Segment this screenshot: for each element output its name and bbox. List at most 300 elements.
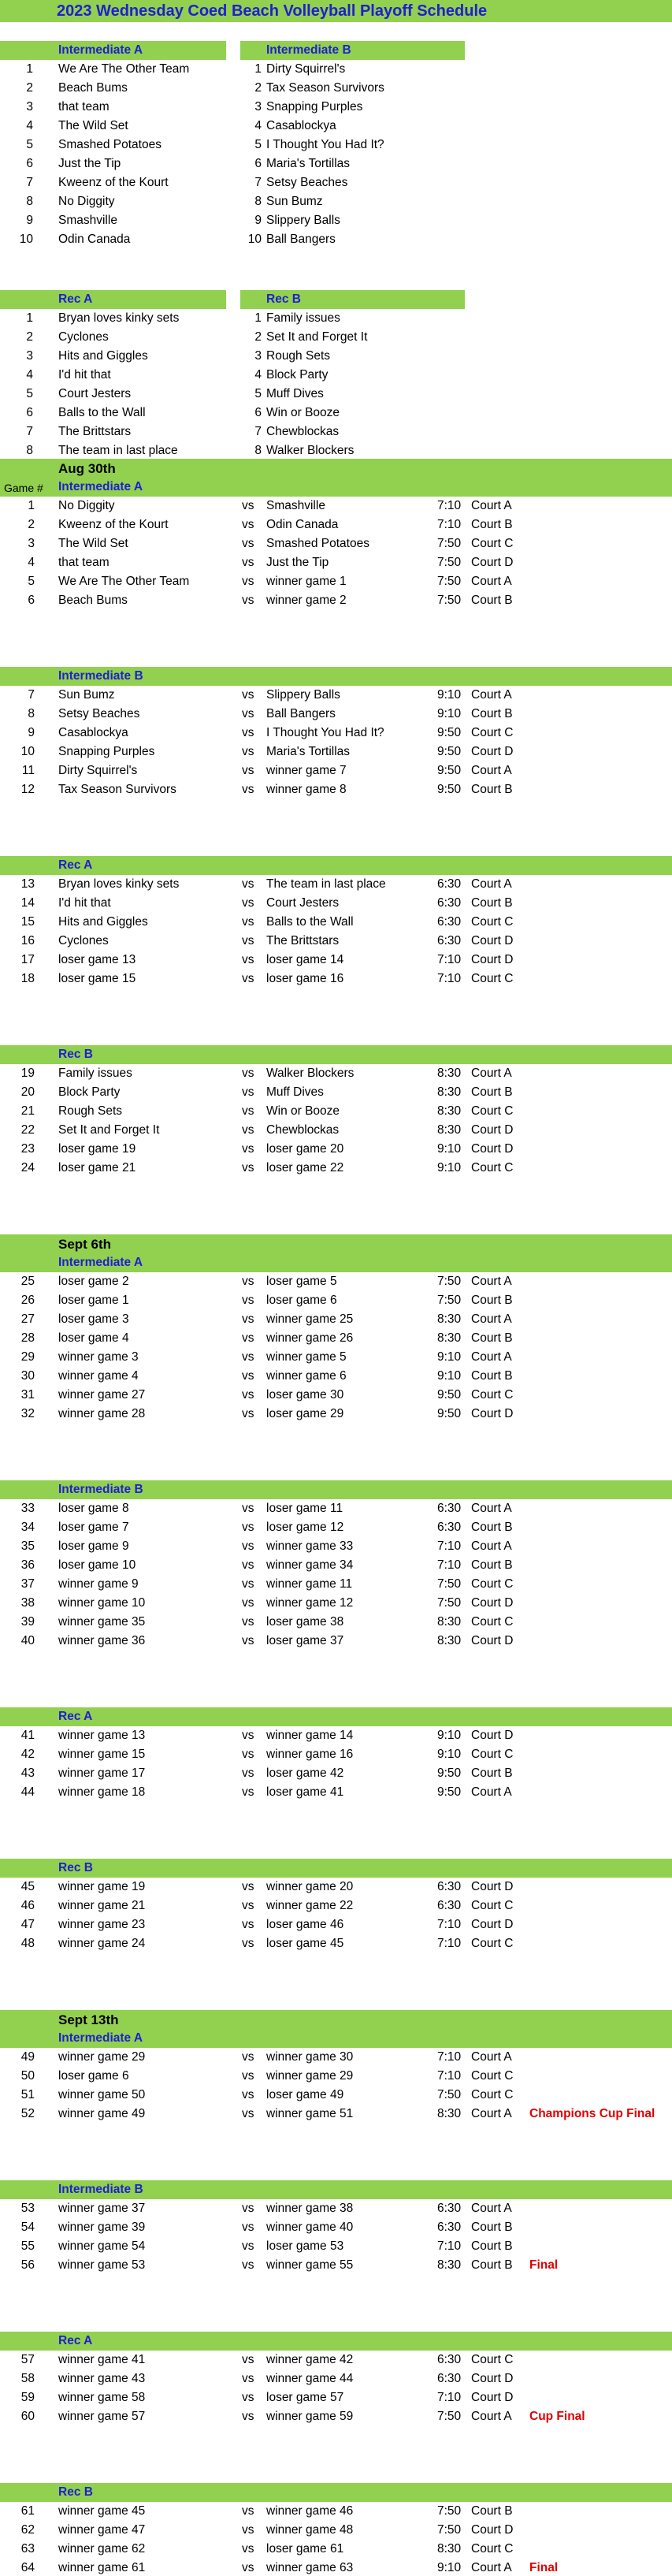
- game-time: 6:30: [437, 1502, 462, 1515]
- court-name: Court B: [471, 707, 513, 720]
- team-away: loser game 30: [266, 1388, 344, 1402]
- team-home: winner game 45: [58, 2504, 146, 2518]
- team-away: winner game 20: [266, 1880, 354, 1893]
- team-name: Just the Tip: [58, 157, 121, 170]
- team-away: winner game 48: [266, 2523, 354, 2537]
- division-name: Intermediate B: [58, 669, 143, 683]
- team-name: Smashed Potatoes: [58, 138, 162, 151]
- team-away: winner game 51: [266, 2107, 354, 2120]
- team-home: winner game 43: [58, 2372, 146, 2385]
- game-time: 9:10: [437, 1748, 462, 1761]
- vs-label: vs: [242, 1785, 254, 1799]
- vs-label: vs: [242, 707, 254, 720]
- team-home: Snapping Purples: [58, 745, 155, 758]
- vs-label: vs: [242, 953, 254, 966]
- vs-label: vs: [242, 783, 254, 796]
- team-name: Hits and Giggles: [58, 349, 148, 363]
- game-time: 7:50: [437, 575, 462, 588]
- seed-number: 7: [254, 176, 262, 189]
- game-number: 52: [20, 2107, 35, 2120]
- vs-label: vs: [242, 1085, 254, 1099]
- game-time: 6:30: [437, 1521, 462, 1534]
- game-number: 26: [20, 1294, 35, 1307]
- team-away: Just the Tip: [266, 556, 329, 569]
- game-number: 18: [20, 972, 35, 985]
- team-away: Ball Bangers: [266, 707, 336, 720]
- team-home: Kweenz of the Kourt: [58, 518, 169, 531]
- division-name: Rec A: [58, 1710, 93, 1723]
- game-number: 3: [28, 537, 35, 550]
- court-name: Court D: [471, 953, 514, 966]
- division-name: Rec A: [58, 858, 93, 872]
- seed-number: 5: [26, 138, 33, 151]
- week-date: Sept 13th: [58, 2012, 119, 2027]
- vs-label: vs: [242, 1577, 254, 1591]
- game-number: 45: [20, 1880, 35, 1893]
- seed-number: 4: [254, 119, 262, 132]
- game-time: 7:10: [437, 1918, 462, 1931]
- vs-label: vs: [242, 1312, 254, 1326]
- division-name: Intermediate B: [266, 43, 351, 57]
- team-home: Rough Sets: [58, 1104, 122, 1118]
- team-away: Slippery Balls: [266, 688, 340, 702]
- team-home: winner game 36: [58, 1634, 146, 1647]
- vs-label: vs: [242, 1615, 254, 1629]
- team-home: loser game 6: [58, 2069, 129, 2083]
- team-name: Muff Dives: [266, 387, 324, 400]
- team-name: Setsy Beaches: [266, 176, 348, 189]
- team-home: winner game 47: [58, 2523, 146, 2537]
- seed-number: 10: [247, 233, 262, 246]
- division-name: Intermediate B: [58, 1483, 143, 1496]
- team-home: Set It and Forget It: [58, 1123, 160, 1137]
- game-number: 13: [20, 877, 35, 891]
- vs-label: vs: [242, 1880, 254, 1893]
- game-time: 6:30: [437, 2372, 462, 2385]
- final-label: Cup Final: [529, 2410, 585, 2423]
- team-name: Dirty Squirrel's: [266, 62, 346, 76]
- team-away: loser game 42: [266, 1766, 344, 1780]
- vs-label: vs: [242, 1729, 254, 1742]
- team-name: Ball Bangers: [266, 233, 336, 246]
- team-away: winner game 22: [266, 1899, 354, 1912]
- team-away: loser game 20: [266, 1142, 344, 1156]
- team-name: Family issues: [266, 311, 340, 325]
- game-time: 9:50: [437, 745, 462, 758]
- game-time: 9:10: [437, 1729, 462, 1742]
- vs-label: vs: [242, 915, 254, 929]
- game-time: 9:50: [437, 726, 462, 739]
- team-away: loser game 49: [266, 2088, 344, 2101]
- team-name: Court Jesters: [58, 387, 132, 400]
- vs-label: vs: [242, 972, 254, 985]
- game-number: 1: [28, 499, 35, 512]
- team-home: No Diggity: [58, 499, 115, 512]
- game-number: 16: [20, 934, 35, 947]
- team-name: Smashville: [58, 214, 117, 227]
- game-number: 62: [20, 2523, 35, 2537]
- team-away: winner game 12: [266, 1596, 354, 1610]
- vs-label: vs: [242, 1539, 254, 1553]
- team-away: winner game 6: [266, 1369, 347, 1383]
- game-number: 56: [20, 2258, 35, 2272]
- seed-number: 6: [26, 406, 33, 419]
- team-home: winner game 19: [58, 1880, 146, 1893]
- vs-label: vs: [242, 2069, 254, 2083]
- vs-label: vs: [242, 2372, 254, 2385]
- court-name: Court A: [471, 1785, 512, 1799]
- team-away: loser game 46: [266, 1918, 344, 1931]
- court-name: Court D: [471, 1918, 514, 1931]
- team-home: winner game 50: [58, 2088, 146, 2101]
- game-number: 63: [20, 2542, 35, 2556]
- vs-label: vs: [242, 1275, 254, 1288]
- seed-number: 5: [26, 387, 33, 400]
- division-name: Intermediate A: [58, 2031, 143, 2045]
- division-name: Rec A: [58, 2334, 93, 2347]
- team-away: Odin Canada: [266, 518, 339, 531]
- game-number: 64: [20, 2561, 35, 2574]
- team-home: winner game 27: [58, 1388, 146, 1402]
- team-away: loser game 5: [266, 1275, 337, 1288]
- team-away: winner game 63: [266, 2561, 354, 2574]
- division-name: Rec B: [58, 2485, 93, 2499]
- team-name: We Are The Other Team: [58, 62, 190, 76]
- team-home: winner game 24: [58, 1937, 146, 1950]
- team-home: that team: [58, 556, 110, 569]
- game-time: 6:30: [437, 915, 462, 929]
- game-number: 50: [20, 2069, 35, 2083]
- team-away: winner game 38: [266, 2202, 354, 2215]
- vs-label: vs: [242, 1502, 254, 1515]
- team-home: Cyclones: [58, 934, 109, 947]
- division-name: Intermediate B: [58, 2183, 143, 2196]
- game-number: 49: [20, 2050, 35, 2064]
- team-away: Chewblockas: [266, 1123, 340, 1137]
- vs-label: vs: [242, 1294, 254, 1307]
- seed-number: 5: [254, 138, 262, 151]
- seed-number: 9: [26, 214, 33, 227]
- game-number: 42: [20, 1748, 35, 1761]
- court-name: Court C: [471, 972, 514, 985]
- team-name: Odin Canada: [58, 233, 131, 246]
- game-time: 9:10: [437, 1369, 462, 1383]
- division-name: Intermediate A: [58, 43, 143, 57]
- vs-label: vs: [242, 1104, 254, 1118]
- vs-label: vs: [242, 2561, 254, 2574]
- game-time: 7:10: [437, 1539, 462, 1553]
- team-home: winner game 18: [58, 1785, 146, 1799]
- team-home: The Wild Set: [58, 537, 128, 550]
- team-away: loser game 57: [266, 2391, 344, 2404]
- game-number: 11: [21, 764, 35, 777]
- vs-label: vs: [242, 1331, 254, 1345]
- game-time: 8:30: [437, 2107, 462, 2120]
- game-time: 9:50: [437, 1388, 462, 1402]
- seed-number: 4: [26, 368, 33, 382]
- team-name: Tax Season Survivors: [266, 81, 384, 95]
- game-number: 51: [20, 2088, 35, 2101]
- game-time: 8:30: [437, 1634, 462, 1647]
- team-away: Smashville: [266, 499, 325, 512]
- court-name: Court C: [471, 2069, 514, 2083]
- team-away: winner game 59: [266, 2410, 354, 2423]
- game-number: 55: [20, 2239, 35, 2253]
- vs-label: vs: [242, 1558, 254, 1572]
- game-time: 6:30: [437, 934, 462, 947]
- game-time: 7:50: [437, 1275, 462, 1288]
- vs-label: vs: [242, 1142, 254, 1156]
- team-name: The Brittstars: [58, 425, 132, 438]
- team-home: Casablockya: [58, 726, 128, 739]
- court-name: Court D: [471, 1407, 514, 1420]
- team-home: winner game 54: [58, 2239, 146, 2253]
- team-away: loser game 29: [266, 1407, 344, 1420]
- game-number: 39: [20, 1615, 35, 1629]
- team-home: winner game 23: [58, 1918, 146, 1931]
- team-home: We Are The Other Team: [58, 575, 190, 588]
- game-time: 6:30: [437, 1899, 462, 1912]
- vs-label: vs: [242, 2410, 254, 2423]
- seed-number: 8: [26, 195, 33, 208]
- seed-number: 6: [254, 157, 262, 170]
- game-number: 23: [20, 1142, 35, 1156]
- game-time: 7:50: [437, 2504, 462, 2518]
- standings-header-left: [0, 290, 226, 309]
- game-number: 40: [20, 1634, 35, 1647]
- court-name: Court A: [471, 877, 512, 891]
- game-number: 12: [20, 783, 35, 796]
- team-home: loser game 9: [58, 1539, 129, 1553]
- game-time: 8:30: [437, 1085, 462, 1099]
- game-number: 32: [20, 1407, 35, 1420]
- game-number: 6: [28, 594, 35, 607]
- team-away: winner game 44: [266, 2372, 354, 2385]
- vs-label: vs: [242, 2088, 254, 2101]
- team-home: Setsy Beaches: [58, 707, 140, 720]
- court-name: Court C: [471, 1161, 514, 1174]
- team-name: Beach Bums: [58, 81, 128, 95]
- seed-number: 3: [26, 349, 33, 363]
- game-number: 22: [20, 1123, 35, 1137]
- court-name: Court B: [471, 783, 513, 796]
- team-name: Casablockya: [266, 119, 336, 132]
- team-away: loser game 16: [266, 972, 344, 985]
- division-name: Intermediate A: [58, 480, 143, 493]
- team-home: Dirty Squirrel's: [58, 764, 138, 777]
- division-header: [0, 1045, 672, 1064]
- court-name: Court A: [471, 764, 512, 777]
- team-name: The Wild Set: [58, 119, 128, 132]
- team-name: I Thought You Had It?: [266, 138, 384, 151]
- team-home: loser game 19: [58, 1142, 136, 1156]
- game-time: 8:30: [437, 2542, 462, 2556]
- team-name: Win or Booze: [266, 406, 340, 419]
- game-time: 7:10: [437, 2239, 462, 2253]
- vs-label: vs: [242, 2239, 254, 2253]
- game-number: 59: [20, 2391, 35, 2404]
- game-time: 7:10: [437, 2050, 462, 2064]
- game-time: 9:10: [437, 1350, 462, 1364]
- team-home: winner game 13: [58, 1729, 146, 1742]
- team-away: winner game 1: [266, 575, 347, 588]
- seed-number: 4: [254, 368, 262, 382]
- vs-label: vs: [242, 2107, 254, 2120]
- seed-number: 9: [254, 214, 262, 227]
- team-home: winner game 10: [58, 1596, 146, 1610]
- seed-number: 3: [254, 100, 262, 114]
- vs-label: vs: [242, 745, 254, 758]
- game-number: 2: [28, 518, 35, 531]
- court-name: Court C: [471, 537, 514, 550]
- seed-number: 2: [254, 81, 262, 95]
- game-time: 6:30: [437, 1880, 462, 1893]
- game-time: 9:10: [437, 707, 462, 720]
- game-number: 37: [20, 1577, 35, 1591]
- court-name: Court D: [471, 1596, 514, 1610]
- vs-label: vs: [242, 2202, 254, 2215]
- vs-label: vs: [242, 575, 254, 588]
- game-time: 6:30: [437, 2353, 462, 2366]
- team-home: winner game 53: [58, 2258, 146, 2272]
- team-away: loser game 22: [266, 1161, 344, 1174]
- team-home: winner game 3: [58, 1350, 139, 1364]
- court-name: Court A: [471, 1067, 512, 1080]
- vs-label: vs: [242, 896, 254, 910]
- division-name: Rec A: [58, 292, 93, 306]
- division-name: Intermediate A: [58, 1256, 143, 1269]
- court-name: Court C: [471, 1104, 514, 1118]
- team-away: The team in last place: [266, 877, 386, 891]
- game-time: 9:10: [437, 688, 462, 702]
- vs-label: vs: [242, 1161, 254, 1174]
- vs-label: vs: [242, 518, 254, 531]
- division-name: Rec B: [58, 1048, 93, 1061]
- court-name: Court D: [471, 1729, 514, 1742]
- team-away: The Brittstars: [266, 934, 340, 947]
- division-header: [0, 1707, 672, 1726]
- game-time: 7:10: [437, 2391, 462, 2404]
- court-name: Court D: [471, 1880, 514, 1893]
- game-time: 9:50: [437, 764, 462, 777]
- game-number: 19: [20, 1067, 35, 1080]
- team-away: winner game 29: [266, 2069, 354, 2083]
- team-home: winner game 58: [58, 2391, 146, 2404]
- vs-label: vs: [242, 1937, 254, 1950]
- team-away: Court Jesters: [266, 896, 340, 910]
- team-home: loser game 2: [58, 1275, 129, 1288]
- game-number: 36: [20, 1558, 35, 1572]
- vs-label: vs: [242, 499, 254, 512]
- game-number: 20: [20, 1085, 35, 1099]
- game-time: 7:10: [437, 972, 462, 985]
- seed-number: 10: [19, 233, 33, 246]
- vs-label: vs: [242, 594, 254, 607]
- team-name: Maria's Tortillas: [266, 157, 351, 170]
- court-name: Court A: [471, 2202, 512, 2215]
- team-name: Kweenz of the Kourt: [58, 176, 169, 189]
- court-name: Court B: [471, 1766, 513, 1780]
- team-home: winner game 9: [58, 1577, 139, 1591]
- court-name: Court A: [471, 499, 512, 512]
- game-time: 8:30: [437, 1123, 462, 1137]
- team-home: winner game 49: [58, 2107, 146, 2120]
- team-name: Walker Blockers: [266, 444, 355, 457]
- game-number: 14: [20, 896, 35, 910]
- court-name: Court D: [471, 1634, 514, 1647]
- game-number: 21: [20, 1104, 35, 1118]
- team-home: winner game 61: [58, 2561, 146, 2574]
- game-number: 17: [20, 953, 35, 966]
- vs-label: vs: [242, 1634, 254, 1647]
- game-time: 7:10: [437, 518, 462, 531]
- seed-number: 7: [254, 425, 262, 438]
- game-number: 5: [28, 575, 35, 588]
- seed-number: 8: [254, 444, 262, 457]
- team-away: Balls to the Wall: [266, 915, 354, 929]
- team-home: winner game 41: [58, 2353, 146, 2366]
- game-number: 30: [20, 1369, 35, 1383]
- game-number: 61: [20, 2504, 35, 2518]
- team-name: Balls to the Wall: [58, 406, 146, 419]
- court-name: Court B: [471, 1085, 513, 1099]
- game-time: 9:50: [437, 1785, 462, 1799]
- vs-label: vs: [242, 1067, 254, 1080]
- seed-number: 8: [254, 195, 262, 208]
- final-label: Final: [529, 2561, 559, 2574]
- game-time: 7:10: [437, 1558, 462, 1572]
- team-name: that team: [58, 100, 110, 114]
- team-home: winner game 37: [58, 2202, 146, 2215]
- game-number: 25: [20, 1275, 35, 1288]
- game-time: 7:50: [437, 2410, 462, 2423]
- vs-label: vs: [242, 1123, 254, 1137]
- vs-label: vs: [242, 1918, 254, 1931]
- game-time: 6:30: [437, 896, 462, 910]
- vs-label: vs: [242, 1899, 254, 1912]
- final-label: Final: [529, 2258, 559, 2272]
- division-header: [0, 1859, 672, 1878]
- game-time: 6:30: [437, 2202, 462, 2215]
- court-name: Court A: [471, 1350, 512, 1364]
- seed-number: 3: [254, 349, 262, 363]
- vs-label: vs: [242, 2353, 254, 2366]
- game-number: 44: [20, 1785, 35, 1799]
- game-number: 54: [20, 2220, 35, 2234]
- court-name: Court A: [471, 1275, 512, 1288]
- team-home: loser game 7: [58, 1521, 129, 1534]
- game-time: 7:50: [437, 2088, 462, 2101]
- court-name: Court B: [471, 518, 513, 531]
- team-home: loser game 15: [58, 972, 136, 985]
- team-home: loser game 21: [58, 1161, 136, 1174]
- team-name: Block Party: [266, 368, 329, 382]
- seed-number: 7: [26, 425, 33, 438]
- court-name: Court C: [471, 1748, 514, 1761]
- vs-label: vs: [242, 764, 254, 777]
- court-name: Court A: [471, 575, 512, 588]
- game-time: 9:50: [437, 1766, 462, 1780]
- vs-label: vs: [242, 2258, 254, 2272]
- court-name: Court C: [471, 1937, 514, 1950]
- seed-number: 5: [254, 387, 262, 400]
- game-time: 6:30: [437, 877, 462, 891]
- court-name: Court B: [471, 1558, 513, 1572]
- vs-label: vs: [242, 2523, 254, 2537]
- game-time: 7:50: [437, 1596, 462, 1610]
- team-away: loser game 12: [266, 1521, 344, 1534]
- game-number: 58: [20, 2372, 35, 2385]
